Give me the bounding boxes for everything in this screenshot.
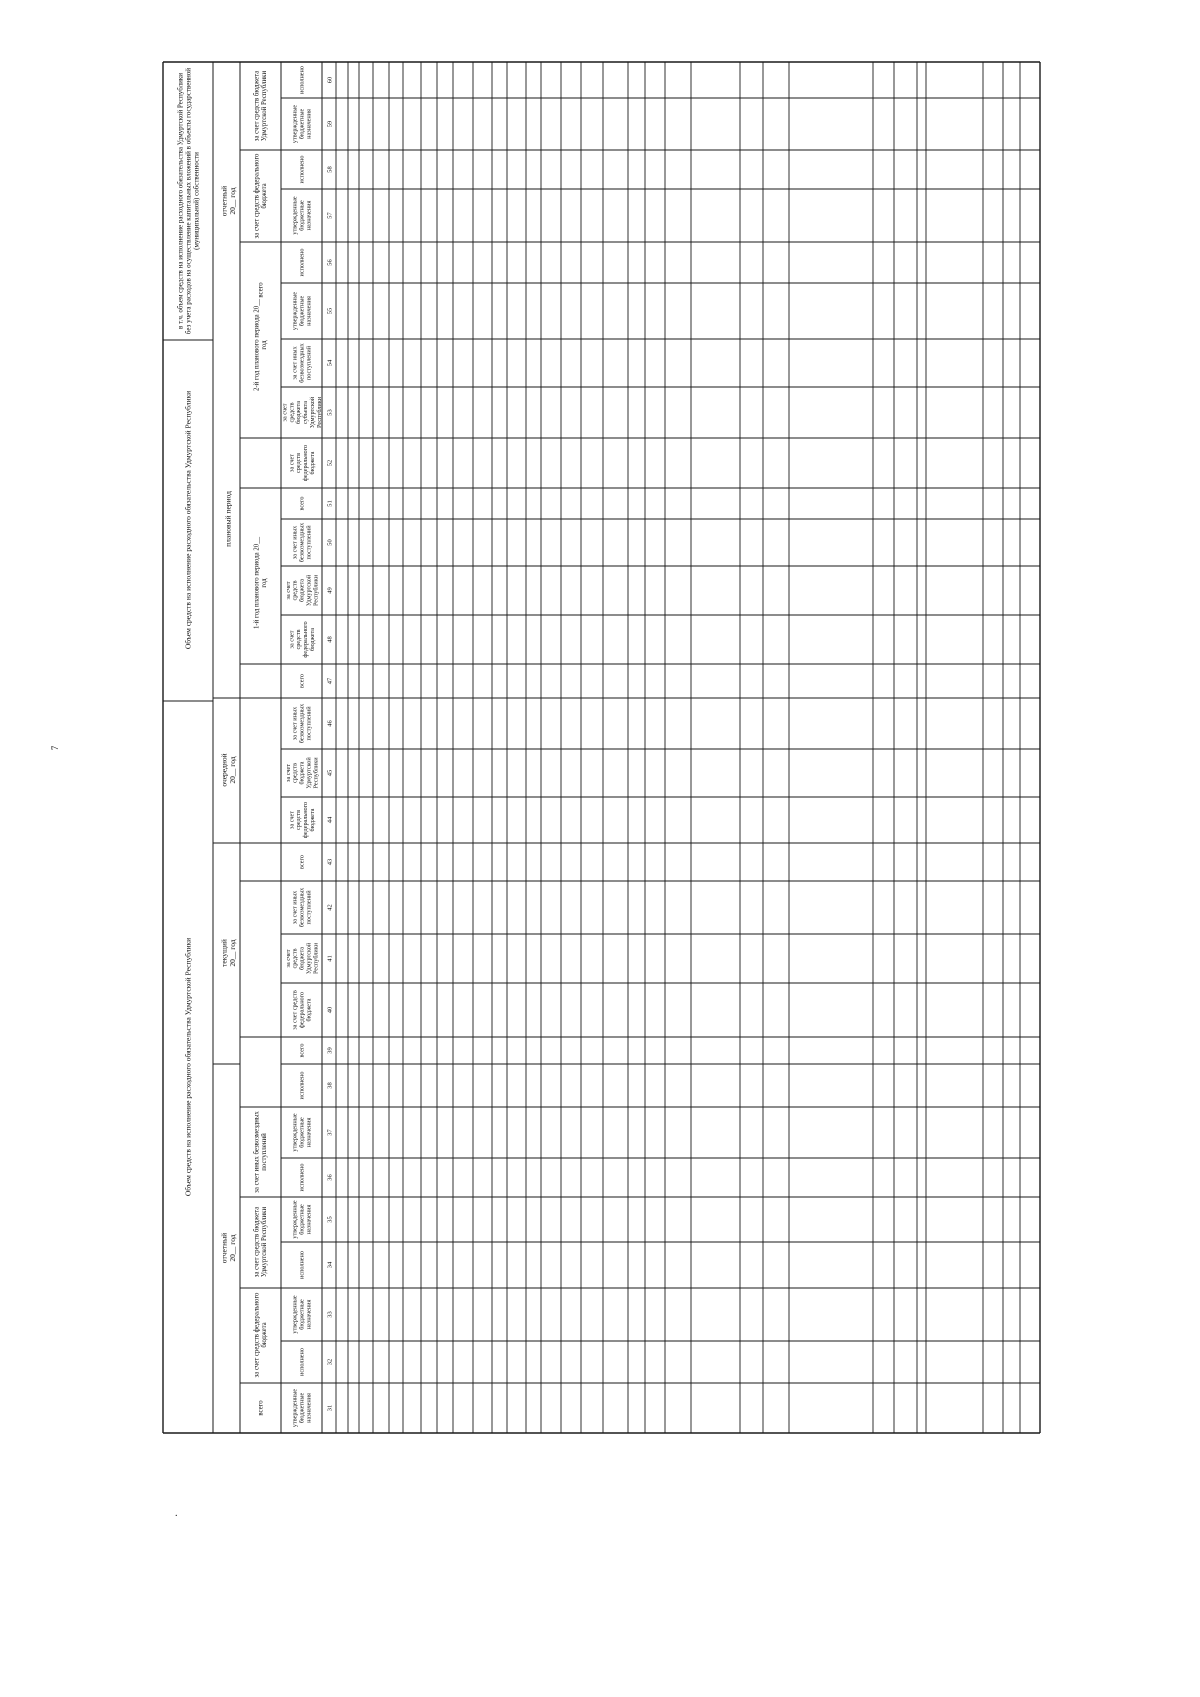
- column-number: 36: [326, 1174, 334, 1181]
- column-number: 40: [326, 1006, 334, 1014]
- column-label: всего: [298, 1043, 306, 1058]
- column-label: исполнено: [298, 1251, 306, 1279]
- group-header-level1: Объем средств на исполнение расходного обязательства Удмуртской Республики: [183, 937, 193, 1197]
- column-label: за счетсредствфедеральногобюджета: [288, 801, 317, 839]
- column-number: 47: [326, 677, 334, 685]
- column-number: 48: [326, 636, 334, 643]
- group-header-level3: за счет средств бюджетаУдмуртской Республики: [253, 70, 269, 142]
- column-label: исполнено: [298, 248, 306, 277]
- group-header-level2: текущий20__ год: [219, 939, 237, 967]
- group-header-level2: отчетный20__ год: [219, 1232, 237, 1264]
- group-header-level3: 1-й год планового периода 20__год: [253, 537, 269, 629]
- bottom-mark: .: [175, 1508, 178, 1519]
- column-label: утвержденныебюджетныеназначения: [291, 1200, 313, 1239]
- group-header-level2: плановый период: [223, 491, 233, 547]
- column-label: за счет иныхбезвозмездныхпоступлений: [291, 522, 313, 563]
- column-number: 44: [326, 816, 334, 824]
- column-label: утвержденныебюджетныеназначения: [291, 291, 313, 331]
- column-number: 34: [326, 1261, 334, 1269]
- column-label: утвержденныебюджетныеназначения: [291, 196, 313, 235]
- column-number: 56: [326, 259, 334, 266]
- column-number: 37: [326, 1129, 334, 1136]
- group-header-level2: отчетный20__ год: [219, 185, 237, 217]
- column-number: 33: [326, 1311, 334, 1318]
- column-label: за счетсредствбюджетасубъектаУдмуртскойРеспублики: [281, 396, 324, 429]
- column-label: за счетсредствбюджетаУдмуртскойРеспублики: [284, 574, 320, 607]
- column-number: 58: [326, 166, 334, 173]
- column-number: 43: [326, 858, 334, 866]
- column-label: за счетсредствбюджетаУдмуртскойРеспублики: [284, 942, 320, 975]
- column-label: всего: [298, 855, 306, 869]
- group-header-level3: всего: [257, 282, 265, 298]
- column-label: за счетсредствфедеральногобюджета: [288, 621, 317, 658]
- column-number: 52: [326, 459, 334, 467]
- column-number: 45: [326, 769, 334, 777]
- column-number: 46: [326, 720, 334, 727]
- column-label: за счет иныхбезвозмездныхпоступлений: [291, 703, 313, 744]
- column-label: исполнено: [298, 66, 306, 94]
- column-number: 32: [326, 1358, 334, 1366]
- column-number: 53: [326, 409, 334, 416]
- group-header-level3: за счет средств бюджетаУдмуртской Республики: [253, 1206, 269, 1278]
- column-label: утвержденныебюджетныеназначения: [291, 1295, 313, 1334]
- group-header-level3: 2-й год планового периода 20__год: [253, 299, 269, 391]
- page-number: 7: [50, 745, 60, 751]
- column-number: 59: [326, 120, 334, 128]
- column-number: 51: [326, 500, 334, 507]
- group-header-level3: всего: [257, 1400, 265, 1416]
- column-number: 39: [326, 1047, 334, 1054]
- column-number: 50: [326, 539, 334, 546]
- column-label: за счетсредствфедеральногобюджета: [288, 444, 317, 482]
- group-header-level3: за счет средств федеральногобюджета: [253, 153, 269, 239]
- column-label: утвержденныебюджетныеназначения: [291, 1388, 313, 1428]
- column-label: утвержденныебюджетныеназначения: [291, 1113, 313, 1152]
- column-label: за счетсредствбюджетаУдмуртскойРеспублики: [284, 757, 320, 789]
- column-label: за счет средствфедеральногобюджета: [291, 990, 313, 1030]
- column-label: всего: [298, 674, 306, 688]
- column-number: 54: [326, 359, 334, 367]
- group-header-level1: в т.ч. объем средств на исполнение расходного обязательства Удмуртской Республикибез учета расходов на осуществление капитальных вложений в объекты государственной(муниципальной) собственности: [176, 67, 201, 335]
- column-label: исполнено: [298, 1163, 306, 1192]
- column-number: 31: [326, 1404, 334, 1412]
- page-marks: [50, 745, 178, 1519]
- column-label: всего: [298, 496, 306, 511]
- column-label: за счет иныхбезвозмездныхпоступлений: [291, 887, 313, 928]
- group-header-level1: Объем средств на исполнение расходного обязательства Удмуртской Республики: [183, 390, 193, 650]
- column-number: 55: [326, 307, 334, 315]
- group-header-level2: очередной20__ год: [219, 753, 237, 787]
- column-number: 57: [326, 212, 334, 219]
- column-number: 35: [326, 1216, 334, 1223]
- column-label: исполнено: [298, 1071, 306, 1100]
- group-header-level3: за счет средств федеральногобюджета: [253, 1292, 269, 1378]
- column-number: 49: [326, 587, 334, 594]
- column-number: 60: [326, 76, 334, 84]
- column-number: 41: [326, 955, 334, 962]
- column-number: 42: [326, 904, 334, 911]
- column-label: утвержденныебюджетныеназначения: [291, 104, 313, 144]
- column-label: исполнено: [298, 155, 306, 184]
- column-label: за счет иныхбезвозмездныхпоступлений: [291, 343, 313, 383]
- column-label: исполнено: [298, 1348, 306, 1376]
- group-header-level3: за счет иных безвозмездныхпоступлений: [253, 1111, 269, 1193]
- column-number: 38: [326, 1082, 334, 1089]
- table-header: [177, 66, 334, 1427]
